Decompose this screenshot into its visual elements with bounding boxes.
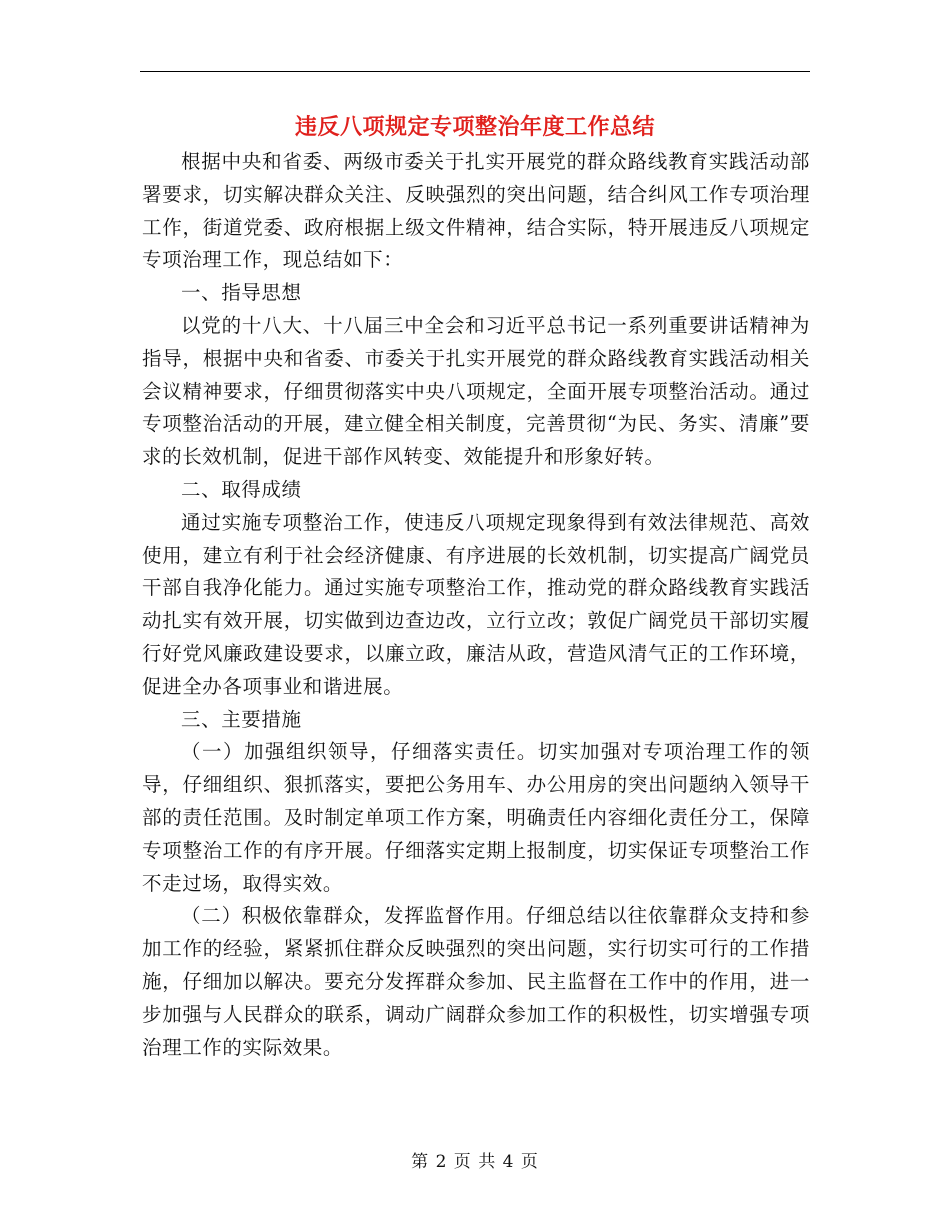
measure-1-paragraph: （一）加强组织领导，仔细落实责任。切实加强对专项治理工作的领导，仔细组织、狠抓落实，要把公务用车、办公用房的突出问题纳入领导干部的责任范围。及时制定单项工作方案，明确责任内容细化责任分工，保障专项整治工作的有序开展。仔细落实定期上报制度，切实保证专项整治工作不走过场，取得实效。 [142, 740, 810, 895]
section-heading-guiding-ideology: 一、指导思想 [181, 281, 302, 305]
page-number: 第 2 页 共 4 页 [411, 1152, 539, 1172]
achievements-paragraph: 通过实施专项整治工作，使违反八项规定现象得到有效法律规范、高效使用，建立有利于社会经济健康、有序进展的长效机制，切实提高广阔党员干部自我净化能力。通过实施专项整治工作，推动党的群众路线教育实践活动扎实有效开展，切实做到边查边改，立行立改；敦促广阔党员干部切实履行好党风廉政建设要求，以廉立政，廉洁从政，营造风清气正的工作环境，促进全办各项事业和谐进展。 [142, 510, 810, 698]
section-heading-achievements: 二、取得成绩 [181, 477, 302, 501]
document-title: 违反八项规定专项整治年度工作总结 [294, 114, 655, 140]
document-body [142, 146, 810, 1064]
intro-paragraph: 根据中央和省委、两级市委关于扎实开展党的群众路线教育实践活动部署要求，切实解决群众关注、反映强烈的突出问题，结合纠风工作专项治理工作，街道党委、政府根据上级文件精神，结合实际，特开展违反八项规定专项治理工作，现总结如下： [142, 150, 810, 272]
header-rule [140, 71, 810, 72]
measure-2-paragraph: （二）积极依靠群众，发挥监督作用。仔细总结以往依靠群众支持和参加工作的经验，紧紧抓住群众反映强烈的突出问题，实行切实可行的工作措施，仔细加以解决。要充分发挥群众参加、民主监督在工作中的作用，进一步加强与人民群众的联系，调动广阔群众参加工作的积极性，切实增强专项治理工作的实际效果。 [142, 904, 810, 1059]
section-heading-main-measures: 三、主要措施 [181, 707, 302, 731]
guiding-ideology-paragraph: 以党的十八大、十八届三中全会和习近平总书记一系列重要讲话精神为指导，根据中央和省委、市委关于扎实开展党的群众路线教育实践活动相关会议精神要求，仔细贯彻落实中央八项规定，全面开展专项整治活动。通过专项整治活动的开展，建立健全相关制度，完善贯彻“为民、务实、清廉”要求的长效机制，促进干部作风转变、效能提升和形象好转。 [142, 313, 810, 469]
